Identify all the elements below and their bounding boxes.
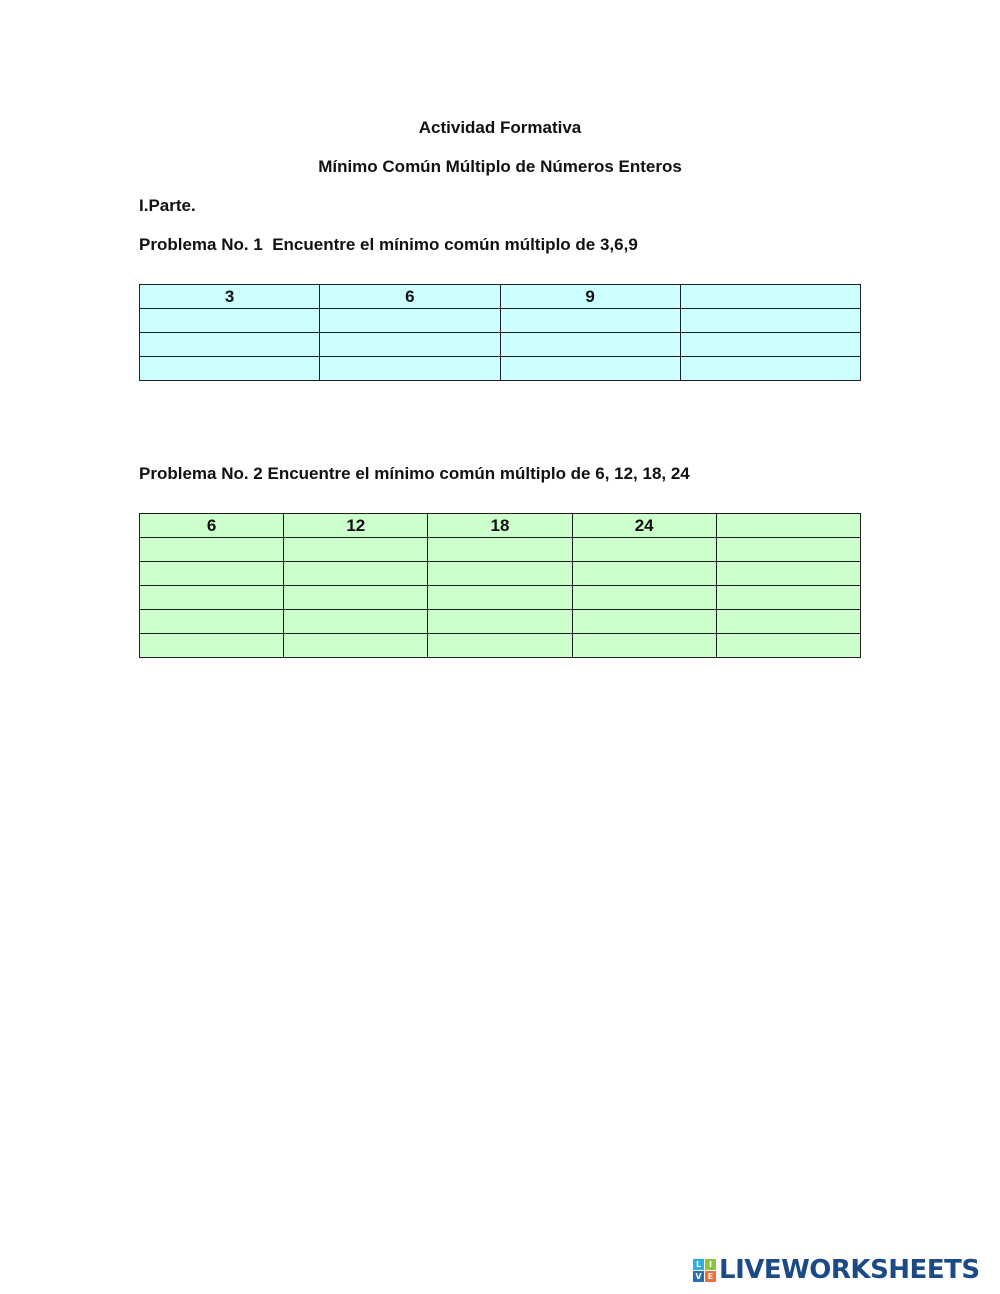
header-cell[interactable]: 3 — [140, 285, 320, 309]
table-header-row — [140, 514, 861, 538]
answer-cell[interactable] — [680, 309, 860, 333]
answer-cell[interactable] — [140, 634, 284, 658]
header-cell[interactable]: 18 — [428, 514, 572, 538]
header-cell[interactable]: 6 — [320, 285, 500, 309]
answer-cell[interactable] — [140, 309, 320, 333]
answer-cell[interactable] — [320, 357, 500, 381]
table-row — [140, 610, 861, 634]
answer-cell[interactable] — [572, 634, 716, 658]
answer-cell[interactable] — [500, 309, 680, 333]
document-title: Actividad Formativa — [418, 118, 582, 137]
table-row — [140, 538, 861, 562]
header-cell[interactable]: 12 — [284, 514, 428, 538]
answer-cell[interactable] — [500, 333, 680, 357]
answer-cell[interactable] — [284, 586, 428, 610]
document-subtitle: Mínimo Común Múltiplo de Números Enteros — [318, 157, 682, 176]
table-row — [140, 562, 861, 586]
answer-cell[interactable] — [284, 562, 428, 586]
answer-cell[interactable] — [320, 333, 500, 357]
table-row — [140, 333, 861, 357]
problem2-label: Problema No. 2 Encuentre el mínimo común múltiplo de 6, 12, 18, 24 — [139, 464, 690, 483]
answer-cell[interactable] — [284, 538, 428, 562]
answer-cell[interactable] — [500, 357, 680, 381]
answer-cell[interactable] — [428, 634, 572, 658]
answer-cell[interactable] — [572, 586, 716, 610]
problem2-table — [139, 513, 861, 658]
liveworksheets-logo-icon — [693, 1259, 716, 1282]
answer-cell[interactable] — [140, 610, 284, 634]
table-row — [140, 634, 861, 658]
table-row — [140, 309, 861, 333]
answer-cell[interactable] — [320, 309, 500, 333]
problem1-label: Problema No. 1 Encuentre el mínimo común múltiplo de 3,6,9 — [139, 235, 638, 254]
answer-cell[interactable] — [572, 610, 716, 634]
table-row — [140, 586, 861, 610]
answer-cell[interactable] — [680, 333, 860, 357]
answer-cell[interactable] — [428, 562, 572, 586]
answer-cell[interactable] — [716, 586, 860, 610]
answer-cell[interactable] — [140, 562, 284, 586]
liveworksheets-logo — [693, 1256, 980, 1284]
table-header-row — [140, 285, 861, 309]
answer-cell[interactable] — [716, 538, 860, 562]
answer-cell[interactable] — [572, 538, 716, 562]
answer-cell[interactable] — [140, 333, 320, 357]
part-label: I.Parte. — [139, 196, 196, 215]
header-cell[interactable]: 9 — [500, 285, 680, 309]
answer-cell[interactable] — [680, 357, 860, 381]
answer-cell[interactable] — [140, 586, 284, 610]
header-cell[interactable]: 24 — [572, 514, 716, 538]
answer-cell[interactable] — [140, 538, 284, 562]
header-cell[interactable] — [680, 285, 860, 309]
answer-cell[interactable] — [284, 610, 428, 634]
table-row — [140, 357, 861, 381]
problem1-table — [139, 284, 861, 381]
header-cell[interactable] — [716, 514, 860, 538]
answer-cell[interactable] — [716, 610, 860, 634]
answer-cell[interactable] — [428, 610, 572, 634]
answer-cell[interactable] — [140, 357, 320, 381]
logo-mark-letter: V — [693, 1271, 704, 1282]
header-cell[interactable]: 6 — [140, 514, 284, 538]
answer-cell[interactable] — [716, 562, 860, 586]
answer-cell[interactable] — [284, 634, 428, 658]
logo-mark-letter: E — [705, 1271, 716, 1282]
answer-cell[interactable] — [716, 634, 860, 658]
logo-mark-letter: I — [705, 1259, 716, 1270]
logo-text: LIVEWORKSHEETS — [719, 1255, 980, 1285]
answer-cell[interactable] — [428, 586, 572, 610]
logo-mark-letter: L — [693, 1259, 704, 1270]
answer-cell[interactable] — [572, 562, 716, 586]
answer-cell[interactable] — [428, 538, 572, 562]
